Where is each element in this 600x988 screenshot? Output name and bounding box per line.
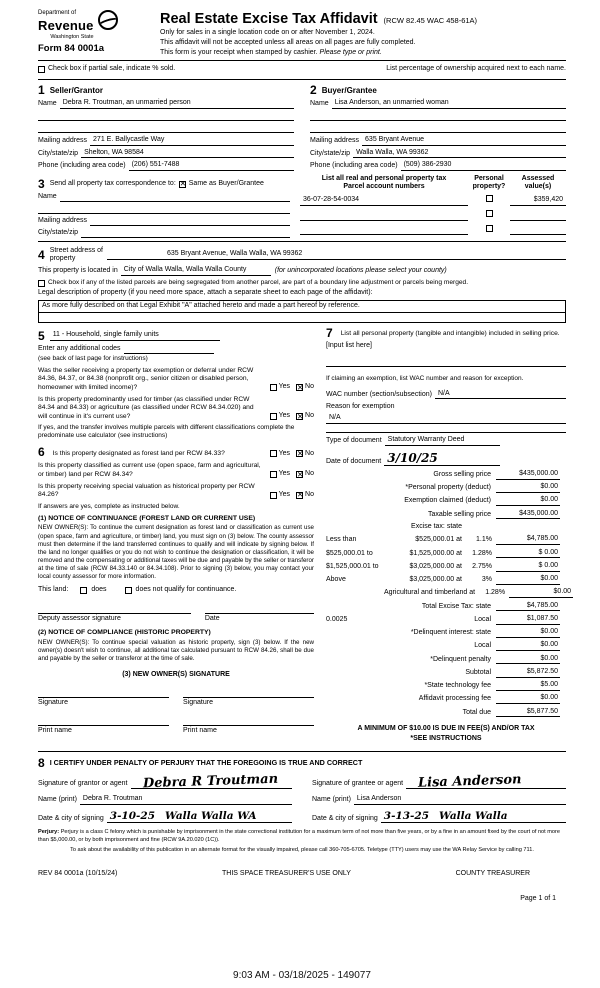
correspondence-csz-label: City/state/zip xyxy=(38,229,79,237)
assessed-value-field-2[interactable] xyxy=(510,212,566,221)
type-of-document-field[interactable]: Statutory Warranty Deed xyxy=(385,436,500,446)
s5-q2-no-label: No xyxy=(305,412,314,420)
section-6 xyxy=(38,446,314,735)
tier-4-range-start: Above xyxy=(326,576,346,584)
washington-state-label: Washington State xyxy=(50,33,94,40)
parcel-number-field-1[interactable]: 36-07-28-54-0034 xyxy=(300,196,468,206)
parcel-row-3 xyxy=(300,225,566,236)
tier-1-range-end: $525,000.01 at xyxy=(415,536,462,544)
segregated-parcels-label: Check box if any of the listed parcels are being segregated from another parcel, are part of a boundary line adjustment or parcels being merged. xyxy=(48,278,469,286)
owner-signature-label-2: Signature xyxy=(183,698,213,706)
personal-property-checkbox-2[interactable] xyxy=(486,210,493,217)
owner-signature-fields xyxy=(38,689,314,698)
perjury-bold-label: Perjury: xyxy=(38,829,60,836)
does-label: does xyxy=(91,585,107,593)
exemption-claimed-value[interactable]: $0.00 xyxy=(496,496,560,506)
parcel-row-2 xyxy=(300,210,566,221)
s6-q2-yesno xyxy=(265,470,314,479)
title-block xyxy=(160,10,566,57)
tier-3-range-start: $1,525,000.01 to xyxy=(326,562,379,570)
delinquent-penalty-label: *Delinquent penalty xyxy=(430,655,491,663)
assessed-value-header xyxy=(510,175,566,191)
seller-extra-name-field-2[interactable] xyxy=(38,124,294,133)
s6-question-2: Is this property classified as current use (open space, farm and agricultural, or timber) land per RCW 84.34? xyxy=(38,462,261,478)
partial-sale-row xyxy=(38,65,566,74)
excise-tax-state-label: Excise tax: state xyxy=(411,523,462,531)
parcel-table-header xyxy=(300,175,566,191)
tax-correspondence-section xyxy=(38,175,290,238)
assessed-value-field-1[interactable]: $359,420 xyxy=(510,196,566,206)
owner-print-name-label-2: Print name xyxy=(183,726,217,734)
new-owner-signature-title: (3) NEW OWNER(S) SIGNATURE xyxy=(122,671,230,679)
total-excise-state-value[interactable]: $4,785.00 xyxy=(496,602,560,612)
s6-question-1: Is this property designated as forest land per RCW 84.33? xyxy=(52,449,225,457)
header-note-3-text: This form is your receipt when stamped by cashier. xyxy=(160,48,318,56)
land-does-not-qualify-checkbox[interactable] xyxy=(125,587,132,594)
subtotal-label: Subtotal xyxy=(465,668,491,676)
agency-block xyxy=(38,10,150,57)
tier-3-range-end: $3,025,000.00 at xyxy=(409,562,462,570)
tier-3-rate: 2.75% xyxy=(472,562,492,570)
grantee-date-city-label: Date & city of signing xyxy=(312,814,378,822)
header-divider xyxy=(38,60,566,61)
tier-2-range-start: $525,000.01 to xyxy=(326,549,373,557)
form-number: Form 84 0001a xyxy=(38,42,105,54)
local-rate-pre: 0.0025 xyxy=(326,615,348,623)
buyer-extra-name-field-1[interactable] xyxy=(310,112,566,121)
s5-q1-yes-label: Yes xyxy=(278,383,291,391)
header-note-1: Only for sales in a single location code on or after November 1, 2024. xyxy=(160,29,375,37)
section-8-divider xyxy=(38,751,566,752)
owner-print-name-label-1: Print name xyxy=(38,726,72,734)
tier-4-rate: 3% xyxy=(481,576,492,584)
section-8-number: 8 xyxy=(38,755,45,770)
local-excise-label: Local xyxy=(474,615,491,623)
partial-sale-label: Check box if partial sale, indicate % sold. xyxy=(48,65,176,73)
owner-print-name-fields xyxy=(38,717,314,726)
personal-property-cell-3 xyxy=(468,225,510,236)
s6-q2-yes-checkbox[interactable] xyxy=(270,471,277,478)
property-located-label: This property is located in xyxy=(38,267,118,275)
total-due-value[interactable]: $5,877.50 xyxy=(496,708,560,718)
section-4 xyxy=(38,244,566,323)
form-revision: REV 84 0001a (10/15/24) xyxy=(38,870,118,878)
delinquent-interest-state-label: *Delinquent interest: state xyxy=(410,629,491,637)
seller-mailing-address-field[interactable]: 271 E. Ballycastle Way xyxy=(90,136,294,146)
s6-q1-no-checkbox[interactable] xyxy=(296,450,303,457)
owner-print-name-labels xyxy=(38,727,314,736)
assessed-value-field-3[interactable] xyxy=(510,226,566,235)
notice-compliance-title: (2) NOTICE OF COMPLIANCE (HISTORIC PROPERTY) xyxy=(38,629,211,637)
tier-2-range-end: $1,525,000.00 at xyxy=(409,549,462,557)
assessed-header-line-2: value(s) xyxy=(524,183,552,191)
personal-property-checkbox-3[interactable] xyxy=(486,225,493,232)
deputy-signature-row xyxy=(38,605,314,614)
section-4-number: 4 xyxy=(38,248,45,263)
gross-selling-price-value[interactable]: $435,000.00 xyxy=(496,470,560,480)
street-address-label-line-2: property xyxy=(49,255,76,263)
personal-property-deduct-label: *Personal property (deduct) xyxy=(405,484,491,492)
revenue-wordmark: Revenue xyxy=(38,17,94,33)
property-street-address-field[interactable]: 635 Bryant Avenue, Walla Walla, WA 99362 xyxy=(107,250,566,260)
predominate-use-note: If yes, and the transfer involves multiple parcels with different classifications complete the predominate use calculator (see instructions) xyxy=(38,424,295,440)
buyer-extra-name-field-2[interactable] xyxy=(310,124,566,133)
s6-q3-yesno xyxy=(265,491,314,500)
street-address-label-line-1: Street address of xyxy=(49,247,103,255)
land-does-qualify-checkbox[interactable] xyxy=(80,587,87,594)
correspondence-extra-field[interactable] xyxy=(38,205,290,214)
title-line xyxy=(160,10,566,28)
parcel-row-1 xyxy=(300,195,566,206)
seller-mailing-address-label: Mailing address xyxy=(38,136,88,144)
s6-q3-yes-checkbox[interactable] xyxy=(270,492,277,499)
taxable-selling-price-label: Taxable selling price xyxy=(427,510,491,518)
if-yes-note: If answers are yes, complete as instructed below. xyxy=(38,502,180,510)
correspondence-csz-field[interactable] xyxy=(81,229,290,238)
buyer-heading-row xyxy=(310,84,566,96)
tier-2-amount[interactable]: $ 0.00 xyxy=(496,549,560,559)
date-of-document-handwritten: 3/10/25 xyxy=(387,450,438,465)
grantee-signature-label: Signature of grantee or agent xyxy=(312,780,404,788)
affidavit-processing-fee-label: Affidavit processing fee xyxy=(418,695,491,703)
s5-q1-no-label: No xyxy=(305,383,314,391)
perjury-body: Perjury is a class C felony which is punishable by imprisonment in the state correctional institution for a maximum term of not more than five years, or by a fine in an amount fixed by the court of not more than $5,000.00, or by both imprisonment and fine (RCW 9A.20.020 (1C)). xyxy=(38,829,561,843)
section-divider xyxy=(38,79,566,80)
gross-selling-price-label: Gross selling price xyxy=(433,470,491,478)
alternate-format-note: To ask about the availability of this publication in an alternate format for the visually impaired, please call 360-705-6705. Teletype (TTY) users may use the WA Relay Service by calling 711. xyxy=(70,846,534,853)
agricultural-rate: 1.28% xyxy=(485,589,506,597)
this-land-label: This land: xyxy=(38,585,69,593)
personal-property-cell-1 xyxy=(468,195,510,206)
page-number: Page 1 of 1 xyxy=(520,894,556,902)
s6-q2-yes-label: Yes xyxy=(278,470,291,478)
s5-q2-no-checkbox[interactable] xyxy=(296,413,303,420)
correspondence-name-field[interactable] xyxy=(60,193,290,202)
buyer-grantee-heading: Buyer/Grantee xyxy=(321,86,377,96)
s6-q1-no-label: No xyxy=(305,449,314,457)
delinquent-interest-state-value[interactable]: $0.00 xyxy=(496,628,560,638)
document-divider xyxy=(326,432,566,433)
parcel-header-line-2: Parcel account numbers xyxy=(343,183,425,191)
s5-q2-yes-label: Yes xyxy=(278,412,291,420)
seller-name-label: Name xyxy=(38,100,57,108)
header-note-3 xyxy=(160,49,566,58)
grantor-signature-field[interactable] xyxy=(131,771,292,792)
notice-compliance-body: NEW OWNER(S): To continue special valuation as historic property, sign (3) below. If the new owner(s) doesn't wish to continue, all additional tax calculated pursuant to RCW 84.26, shall be due and payable by the seller or transferor at the time of sale. xyxy=(38,638,314,662)
personal-property-deduct-value[interactable]: $0.00 xyxy=(496,483,560,493)
s5-q1-yes-checkbox[interactable] xyxy=(270,384,277,391)
section-3-number: 3 xyxy=(38,177,45,192)
seller-grantor-heading: Seller/Grantor xyxy=(49,86,104,96)
grantee-city-handwritten: Walla Walla xyxy=(438,809,508,822)
s5-q1-yesno xyxy=(265,383,314,392)
tier-3-amount[interactable]: $ 0.00 xyxy=(496,562,560,572)
certify-statement: I CERTIFY UNDER PENALTY OF PERJURY THAT THE FOREGOING IS TRUE AND CORRECT xyxy=(49,758,363,768)
certification-columns xyxy=(38,769,566,824)
grantee-name-print-label: Name (print) xyxy=(312,795,351,803)
minimum-due-note xyxy=(326,724,566,744)
section-7-number: 7 xyxy=(326,325,333,340)
buyer-mailing-address-label: Mailing address xyxy=(310,136,360,144)
personal-property-header xyxy=(468,175,510,191)
parcel-number-field-2[interactable] xyxy=(300,212,468,221)
legal-description-label: Legal description of property (if you need more space, attach a separate sheet to each page of the affidavit): xyxy=(38,289,373,297)
affidavit-processing-fee-value[interactable]: $0.00 xyxy=(496,694,560,704)
buyer-mailing-address-field[interactable]: 635 Bryant Avenue xyxy=(362,136,566,146)
land-use-code-field[interactable]: 11 - Household, single family units xyxy=(50,331,220,341)
buyer-csz-field[interactable]: Walla Walla, WA 99362 xyxy=(353,149,566,159)
perjury-text xyxy=(38,829,566,844)
grantor-name-print-label: Name (print) xyxy=(38,795,77,803)
reason-for-exemption-label: Reason for exemption xyxy=(326,403,395,411)
new-owner-signature-field-2[interactable] xyxy=(183,689,314,698)
tier-1-range-start: Less than xyxy=(326,536,357,544)
same-as-buyer-label: Same as Buyer/Grantee xyxy=(188,179,264,187)
tax-calculation-block xyxy=(326,469,572,718)
does-not-label: does not qualify for continuance. xyxy=(135,585,237,593)
partial-sale-checkbox[interactable] xyxy=(38,66,45,73)
revenue-logo-icon xyxy=(98,10,118,30)
unincorporated-note: (for unincorporated locations please select your county) xyxy=(274,267,447,275)
tier-1-amount[interactable]: $4,785.00 xyxy=(496,535,560,545)
new-owner-signature-field-1[interactable] xyxy=(38,689,169,698)
buyer-phone-label: Phone (including area code) xyxy=(310,162,398,170)
dept-of-label: Department of xyxy=(38,10,77,16)
codes-instructions-note: (see back of last page for instructions) xyxy=(38,354,148,362)
middle-columns xyxy=(38,325,572,744)
street-address-label xyxy=(50,247,107,263)
grantor-city-handwritten: Walla Walla WA xyxy=(164,809,257,822)
local-excise-value[interactable]: $1,087.50 xyxy=(496,615,560,625)
seller-extra-name-field-1[interactable] xyxy=(38,112,294,121)
property-location-field[interactable]: City of Walla Walla, Walla Walla County xyxy=(121,266,271,276)
parcel-header-line-1: List all real and personal property tax xyxy=(321,175,447,183)
section-5 xyxy=(38,330,314,441)
parcel-numbers-header xyxy=(300,175,468,191)
personal-header-line-2: property? xyxy=(472,183,506,191)
deputy-assessor-signature-field[interactable] xyxy=(38,605,191,614)
buyer-csz-label: City/state/zip xyxy=(310,149,351,157)
personal-property-checkbox-1[interactable] xyxy=(486,195,493,202)
section-4-divider xyxy=(38,241,566,242)
grantor-signature-handwritten: Debra R Troutman xyxy=(142,771,278,792)
agency-wordmark xyxy=(38,10,94,41)
taxable-selling-price-value[interactable]: $435,000.00 xyxy=(496,510,560,520)
s6-q3-no-checkbox[interactable] xyxy=(296,492,303,499)
seller-phone-field[interactable]: (206) 551-7488 xyxy=(129,161,294,171)
exemption-note: If claiming an exemption, list WAC number and reason for exception. xyxy=(326,375,524,383)
deputy-date-field[interactable] xyxy=(205,605,314,614)
wac-number-label: WAC number (section/subsection) xyxy=(326,390,432,398)
grantor-signature-label: Signature of grantor or agent xyxy=(38,780,128,788)
grantor-date-city-field[interactable] xyxy=(107,811,292,824)
section-3-row xyxy=(38,175,566,238)
state-technology-fee-value[interactable]: $5.00 xyxy=(496,681,560,691)
section-8 xyxy=(38,754,566,824)
minimum-due-line-1: A MINIMUM OF $10.00 IS DUE IN FEE(S) AND/OR TAX xyxy=(357,725,535,733)
seller-grantor-section xyxy=(38,82,294,171)
seller-phone-label: Phone (including area code) xyxy=(38,162,126,170)
additional-codes-label: Enter any additional codes xyxy=(38,344,121,352)
header-note-3-italic: Please type or print. xyxy=(319,48,382,56)
grantee-certification xyxy=(312,769,566,824)
s6-question-3: Is this property receiving special valuation as historical property per RCW 84.26? xyxy=(38,483,255,499)
seller-name-field[interactable]: Debra R. Troutman, an unmarried person xyxy=(60,99,294,109)
date-of-document-label: Date of document xyxy=(326,457,382,465)
deputy-signature-labels xyxy=(38,615,314,624)
total-due-label: Total due xyxy=(462,708,491,716)
section-6-number: 6 xyxy=(38,445,45,460)
subtotal-value[interactable]: $5,872.50 xyxy=(496,668,560,678)
grantee-name-print-field[interactable]: Lisa Anderson xyxy=(354,795,566,805)
segregated-parcels-checkbox[interactable] xyxy=(38,280,45,287)
additional-codes-field[interactable] xyxy=(124,345,214,354)
treasurer-space-label: THIS SPACE TREASURER'S USE ONLY xyxy=(222,870,351,878)
s6-q2-no-label: No xyxy=(305,470,314,478)
s5-question-1: Was the seller receiving a property tax exemption or deferral under RCW 84.36, 84.37, or 84.38 (nonprofit org., senior citizen or disabled person, homeowner with limited income)? xyxy=(38,366,254,391)
same-as-buyer-checkbox[interactable] xyxy=(179,181,186,188)
buyer-name-label: Name xyxy=(310,100,329,108)
timestamp-stamp: 9:03 AM - 03/18/2025 - 149077 xyxy=(233,969,371,981)
seller-heading-row xyxy=(38,84,294,96)
delinquent-penalty-value[interactable]: $0.00 xyxy=(496,655,560,665)
personal-header-line-1: Personal xyxy=(474,175,504,183)
parcel-number-field-3[interactable] xyxy=(300,226,468,235)
grantee-signature-field[interactable] xyxy=(406,771,566,791)
owner-signature-labels xyxy=(38,699,314,708)
s6-q1-yes-label: Yes xyxy=(278,449,291,457)
reason-for-exemption-field[interactable]: N/A xyxy=(326,414,566,424)
legal-description-box xyxy=(38,300,566,323)
section-1-number: 1 xyxy=(38,83,45,98)
left-column xyxy=(38,327,314,744)
grantor-date-handwritten: 3-10-25 xyxy=(109,809,156,822)
perjury-notice xyxy=(38,829,566,854)
notice-continuance-title: (1) NOTICE OF CONTINUANCE (FOREST LAND OR CURRENT USE) xyxy=(38,514,256,522)
excise-spacer-2 xyxy=(496,523,560,532)
buyer-grantee-section xyxy=(310,82,566,171)
total-excise-state-label: Total Excise Tax: state xyxy=(421,602,491,610)
wac-number-field[interactable]: N/A xyxy=(435,390,566,400)
title-rcw-reference: (RCW 82.45 WAC 458-61A) xyxy=(383,16,478,25)
date-of-document-field[interactable] xyxy=(384,452,500,467)
s6-q3-no-label: No xyxy=(305,491,314,499)
grantor-date-city-label: Date & city of signing xyxy=(38,814,104,822)
exemption-claimed-label: Exemption claimed (deduct) xyxy=(404,497,491,505)
form-header xyxy=(38,10,566,57)
correspondence-name-label: Name xyxy=(38,193,57,201)
grantee-signature-handwritten: Lisa Anderson xyxy=(417,771,522,791)
personal-property-blank-line[interactable] xyxy=(326,358,566,367)
tier-1-rate: 1.1% xyxy=(476,536,492,544)
grantor-name-print-field[interactable]: Debra R. Troutman xyxy=(80,795,292,805)
send-correspondence-label: Send all property tax correspondence to: xyxy=(49,179,176,187)
state-technology-fee-label: *State technology fee xyxy=(424,682,491,690)
agricultural-amount[interactable]: $0.00 xyxy=(509,588,573,598)
agency-logo-block xyxy=(38,10,150,41)
parties-section xyxy=(38,82,566,171)
tier-2-rate: 1.28% xyxy=(472,549,492,557)
section-7 xyxy=(326,325,572,744)
county-treasurer-label: COUNTY TREASURER xyxy=(455,870,530,878)
tier-4-amount[interactable]: $0.00 xyxy=(496,575,560,585)
legal-description-blank-line[interactable] xyxy=(39,313,565,322)
buyer-name-field[interactable]: Lisa Anderson, an unmarried woman xyxy=(332,99,566,109)
correspondence-address-label: Mailing address xyxy=(38,217,88,225)
s5-q1-no-checkbox[interactable] xyxy=(296,384,303,391)
personal-property-cell-2 xyxy=(468,210,510,221)
grantee-date-handwritten: 3-13-25 xyxy=(383,809,430,822)
s5-q2-yesno xyxy=(265,412,314,421)
grantor-certification xyxy=(38,769,292,824)
s6-q3-yes-label: Yes xyxy=(278,491,291,499)
assessed-header-line-1: Assessed xyxy=(521,175,555,183)
agricultural-timberland-label: Agricultural and timberland at xyxy=(384,589,476,597)
ownership-percentage-label: List percentage of ownership acquired next to each name. xyxy=(386,65,566,73)
s6-q1-yes-checkbox[interactable] xyxy=(270,450,277,457)
s5-question-2: Is this property predominantly used for timber (as classified under RCW 84.34 and 84.33) or agriculture (as classified under RCW 84.34.020) and will continue in it's current use? xyxy=(38,395,254,420)
section-2-number: 2 xyxy=(310,83,317,98)
correspondence-address-field[interactable] xyxy=(90,217,290,226)
legal-description-field[interactable]: As more fully described on that Legal Exhibit "A" attached hereto and made a part hereof by reference. xyxy=(39,301,565,313)
notice-continuance-body: NEW OWNER(S): To continue the current designation as forest land or classification as current use (open space, farm and agriculture, or timber) land, you must sign on (3) below. The county assessor must then determine if the land transferred continues to qualify and will indicate by signing below. If the land no longer qualifies or you do not wish to continue the designation or classification, it will be removed and the compensating or additional taxes will be due and payable by the seller or transferor at the time of sale (RCW 84.33.140 or 84.34.108). Prior to signing (3) below, you may contact your local county assessor for more information. xyxy=(38,524,314,580)
land-qualify-row xyxy=(38,586,314,595)
delinquent-interest-local-label: Local xyxy=(474,642,491,650)
deputy-date-label: Date xyxy=(204,614,220,622)
personal-property-list-label: List all personal property (tangible and intangible) included in selling price. xyxy=(340,330,560,338)
new-owner-print-name-field-2[interactable] xyxy=(183,717,314,726)
personal-property-input-placeholder[interactable]: [Input list here] xyxy=(326,341,372,349)
parcel-table xyxy=(300,175,566,238)
tier-4-range-end: $3,025,000.00 at xyxy=(409,576,462,584)
owner-signature-label-1: Signature xyxy=(38,698,68,706)
s6-q2-no-checkbox[interactable] xyxy=(296,471,303,478)
s5-q2-yes-checkbox[interactable] xyxy=(270,413,277,420)
buyer-phone-field[interactable]: (509) 386-2930 xyxy=(401,161,566,171)
s6-q1-yesno xyxy=(265,450,314,459)
page-title: Real Estate Excise Tax Affidavit xyxy=(160,11,378,27)
footer-row xyxy=(38,870,566,879)
section-5-number: 5 xyxy=(38,328,45,343)
minimum-due-line-2: *SEE INSTRUCTIONS xyxy=(410,735,482,743)
seller-csz-field[interactable]: Shelton, WA 98584 xyxy=(81,149,294,159)
new-owner-print-name-field-1[interactable] xyxy=(38,717,169,726)
header-note-2: This affidavit will not be accepted unless all areas on all pages are fully completed. xyxy=(160,38,416,46)
type-of-document-label: Type of document xyxy=(326,436,382,444)
delinquent-interest-local-value[interactable]: $0.00 xyxy=(496,641,560,651)
grantee-date-city-field[interactable] xyxy=(381,811,566,824)
seller-csz-label: City/state/zip xyxy=(38,149,79,157)
deputy-assessor-signature-label: Deputy assessor signature xyxy=(38,614,121,622)
